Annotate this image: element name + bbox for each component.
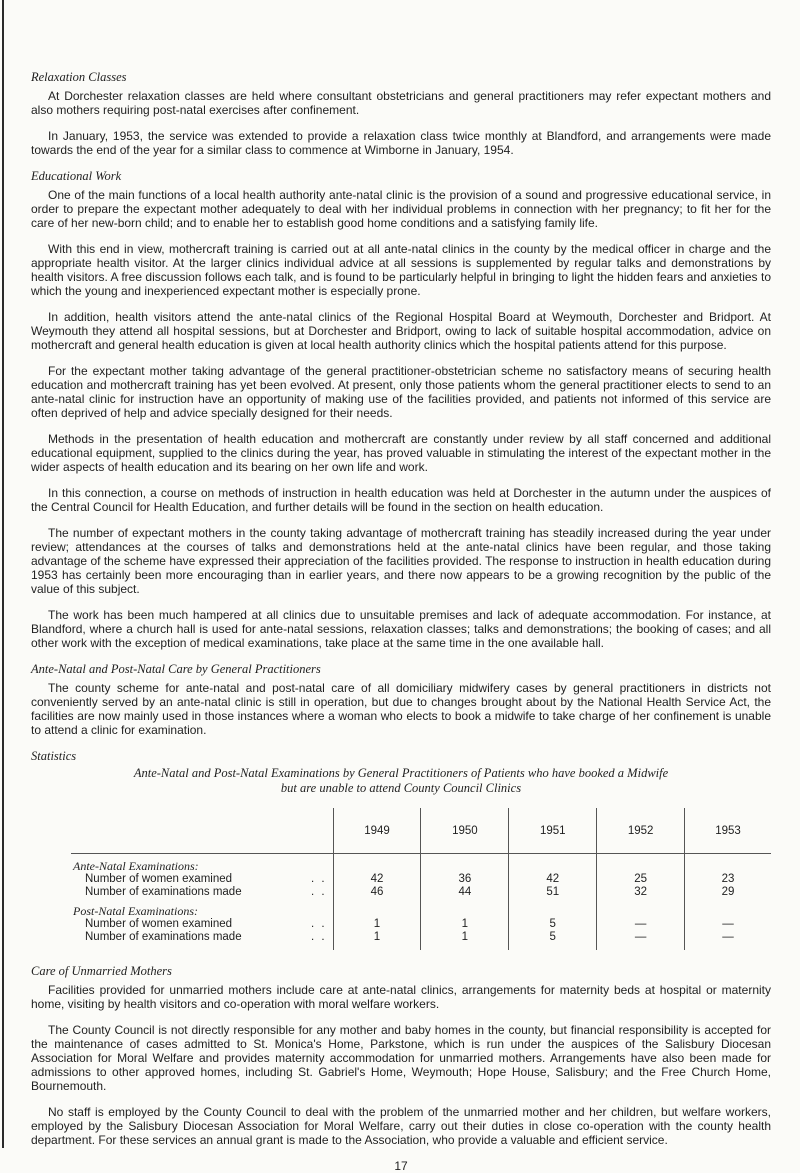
paragraph: At Dorchester relaxation classes are held where consultant obstetricians and general practitioners may refer expectant mothers and also mothers requiring post-natal exercises after confinement. — [31, 89, 771, 117]
table-cell: 1 — [333, 918, 421, 931]
heading-unmarried-mothers: Care of Unmarried Mothers — [31, 964, 172, 978]
paragraph: The County Council is not directly responsible for any mother and baby homes in the county, but financial responsibility is accepted for the maintenance of cases admitted to St. Monica's Home, Parkstone, which is run under the auspices of the Salisbury Diocesan Association for Moral Welfare and provides maternity accommodation for unmarried mothers. Arrangements have also been made for admissions to other approved homes, including St. Gabriel's Home, Weymouth; Hope House, Salisbury; and the Free Church Home, Bournemouth. — [31, 1023, 771, 1093]
row-label: Number of examinations made . . — [71, 886, 333, 899]
table-cell: 1 — [421, 918, 509, 931]
table-cell: 29 — [685, 886, 771, 899]
paragraph: With this end in view, mothercraft training is carried out at all ante-natal clinics in the county by the medical officer in charge and the appropriate health visitor. At the larger clinics individual advice at all sessions is supplemented by regular talks and demonstrations by health visitors. A free discussion follows each talk, and is found to be particularly helpful in bringing to light the hidden fears and anxieties to which the young and inexperienced expectant mother is especially prone. — [31, 242, 771, 298]
leader-dots: . . — [310, 931, 327, 943]
table-cell: 42 — [509, 873, 597, 886]
group-label-post-natal: Post-Natal Examinations: — [73, 904, 198, 918]
table-cell: 23 — [685, 873, 771, 886]
document-page — [31, 70, 771, 1173]
table-title-line-2: but are unable to attend County Council Clinics — [280, 781, 522, 795]
table-row — [71, 886, 771, 899]
table-row — [71, 931, 771, 950]
leader-dots: . . — [310, 918, 327, 930]
page-edge-line — [2, 0, 4, 1148]
table-cell: 32 — [597, 886, 685, 899]
table-title-line-1: Ante-Natal and Post-Natal Examinations by General Practitioners of Patients who have booked a Midwife — [133, 766, 669, 780]
table-row — [71, 873, 771, 886]
table-cell: 5 — [509, 931, 597, 950]
table-row — [71, 918, 771, 931]
table-cell: — — [597, 918, 685, 931]
paragraph: In January, 1953, the service was extended to provide a relaxation class twice monthly at Blandford, and arrangements were made towards the end of the year for a similar class to commence at Wimborne in January, 1954. — [31, 129, 771, 157]
examinations-table — [71, 808, 771, 950]
row-label: Number of women examined . . — [71, 873, 333, 886]
paragraph: No staff is employed by the County Council to deal with the problem of the unmarried mother and her children, but welfare workers, employed by the Salisbury Diocesan Association for Moral Welfare, carry out their duties in close co-operation with the county health department. For these services an annual grant is made to the Association, who provide a valuable and efficient service. — [31, 1105, 771, 1147]
paragraph: Methods in the presentation of health education and mothercraft are constantly under review by all staff concerned and additional educational equipment, supplied to the clinics during the year, has proved valuable in stimulating the interest of the expectant mother in the wider aspects of health education and its bearing on her own life and work. — [31, 432, 771, 474]
group-label-ante-natal: Ante-Natal Examinations: — [73, 859, 199, 873]
table-cell: 5 — [509, 918, 597, 931]
paragraph: For the expectant mother taking advantage of the general practitioner-obstetrician scheme no satisfactory means of securing health education and mothercraft training has yet been evolved. At present, only those patients whom the general practitioner elects to send to an ante-natal clinic for instruction have an opportunity of making use of the facilities provided, and patients not informed of this service are often deprived of help and advice specially designed for their needs. — [31, 364, 771, 420]
table-header-year: 1952 — [597, 808, 685, 854]
paragraph: The number of expectant mothers in the county taking advantage of mothercraft training has steadily increased during the year under review; attendances at the courses of talks and demonstrations held at the ante-natal clinics have been regular, and those taking advantage of the scheme have expressed their appreciation of the facilities provided. The response to instruction in health education during 1953 has certainly been more encouraging than in earlier years, and there now appears to be a growing recognition by the public of the value of this subject. — [31, 526, 771, 596]
heading-relaxation-classes: Relaxation Classes — [31, 70, 127, 84]
paragraph: The county scheme for ante-natal and post-natal care of all domiciliary midwifery cases by general practitioners in districts not conveniently served by an ante-natal clinic is still in operation, but due to changes brought about by the National Health Service Act, the facilities are now mainly used in those instances where a woman who elects to book a midwife to take charge of her confinement is unable to attend a clinic for examination. — [31, 681, 771, 737]
heading-educational-work: Educational Work — [31, 169, 122, 183]
table-header-year: 1949 — [333, 808, 421, 854]
table-cell: — — [685, 918, 771, 931]
table-cell: — — [685, 931, 771, 950]
table-cell: 1 — [421, 931, 509, 950]
table-group-row — [71, 905, 771, 918]
table-group-row — [71, 860, 771, 873]
leader-dots: . . — [310, 886, 327, 898]
paragraph: In this connection, a course on methods of instruction in health education was held at Dorchester in the autumn under the auspices of the Central Council for Health Education, and further details will be found in the section on health education. — [31, 486, 771, 514]
paragraph: One of the main functions of a local health authority ante-natal clinic is the provision of a sound and progressive educational service, in order to prepare the expectant mother adequately to deal with her individual problems in connection with her pregnancy; to fit her for the care of her new-born child; and to enable her to establish good home conditions and a satisfying family life. — [31, 188, 771, 230]
row-label: Number of examinations made . . — [71, 931, 333, 950]
table-cell: 1 — [333, 931, 421, 950]
table-header-row — [71, 808, 771, 854]
table-header-year: 1953 — [685, 808, 771, 854]
table-cell: 42 — [333, 873, 421, 886]
table-cell: 44 — [421, 886, 509, 899]
table-cell: — — [597, 931, 685, 950]
table-cell: 46 — [333, 886, 421, 899]
table-header-year: 1950 — [421, 808, 509, 854]
table-cell: 51 — [509, 886, 597, 899]
heading-gp-care: Ante-Natal and Post-Natal Care by General Practitioners — [31, 662, 321, 676]
table-header-year: 1951 — [509, 808, 597, 854]
page-number: 17 — [394, 1159, 408, 1173]
table-cell: 36 — [421, 873, 509, 886]
table-cell: 25 — [597, 873, 685, 886]
heading-statistics: Statistics — [31, 749, 77, 763]
paragraph: The work has been much hampered at all clinics due to unsuitable premises and lack of adequate accommodation. For instance, at Blandford, where a church hall is used for ante-natal sessions, relaxation classes; talks and demonstrations; the booking of cases; and all other work with the exception of medical examinations, take place at the same time in the one available hall. — [31, 608, 771, 650]
paragraph: In addition, health visitors attend the ante-natal clinics of the Regional Hospital Board at Weymouth, Dorchester and Bridport. At Weymouth they attend all hospital sessions, but at Dorchester and Bridport, owing to lack of suitable hospital accommodation, advice on mothercraft and general health education is given at local health authority clinics which the hospital patients attend for this purpose. — [31, 310, 771, 352]
paragraph: Facilities provided for unmarried mothers include care at ante-natal clinics, arrangements for maternity beds at hospital or maternity home, visiting by health visitors and co-operation with moral welfare workers. — [31, 983, 771, 1011]
table-title — [31, 766, 771, 796]
table-header-blank — [71, 808, 333, 854]
leader-dots: . . — [310, 873, 327, 885]
row-label: Number of women examined . . — [71, 918, 333, 931]
